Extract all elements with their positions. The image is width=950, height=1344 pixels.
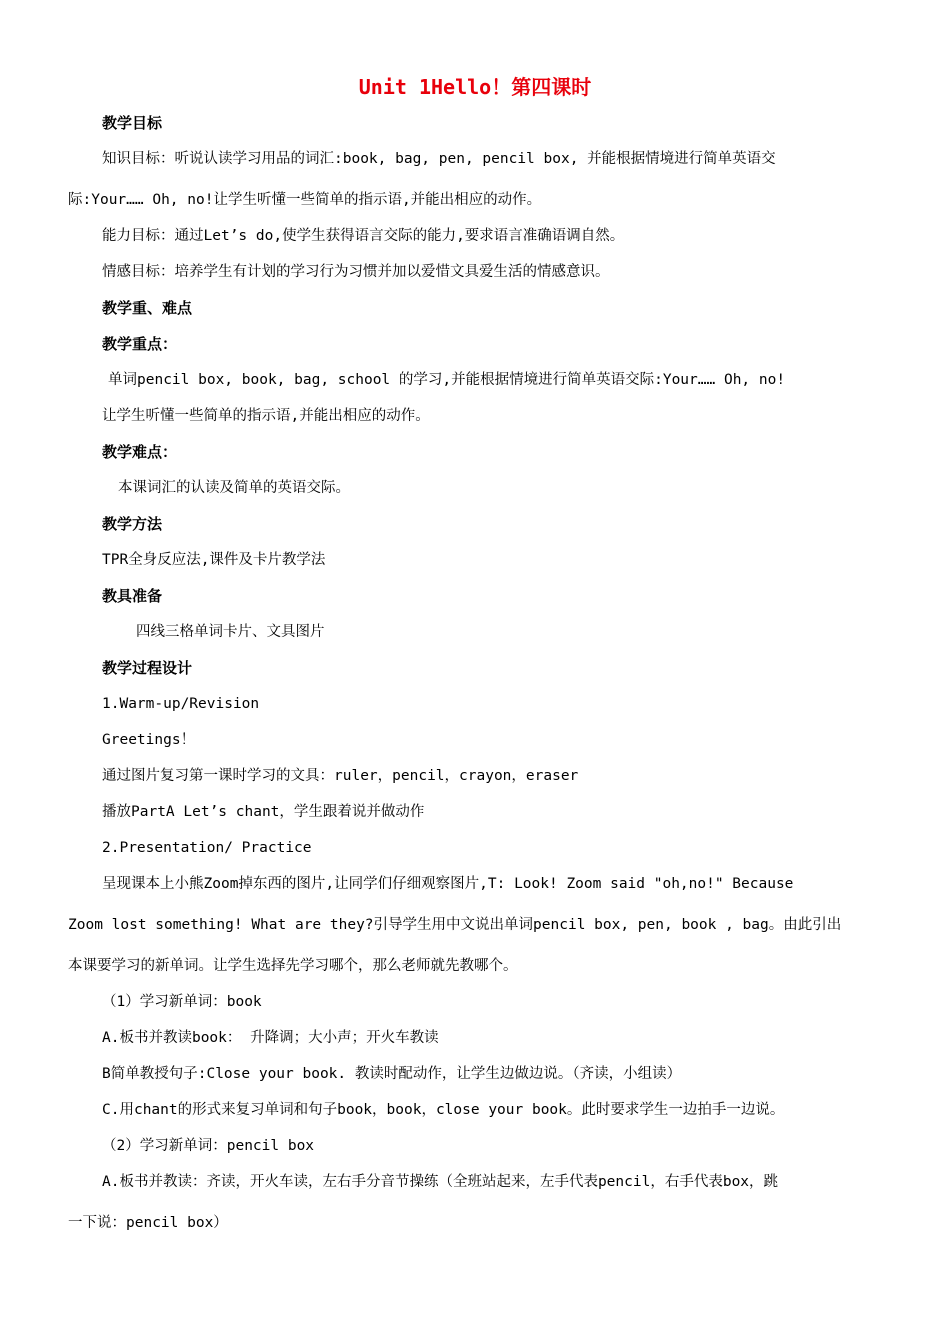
page-title: Unit 1Hello！第四课时 <box>358 75 592 99</box>
text-line: Greetings！ <box>102 732 196 748</box>
heading-key-points: 教学重点： <box>102 335 178 353</box>
text-line: 四线三格单词卡片、文具图片 <box>136 624 325 640</box>
heading-teaching-process: 教学过程设计 <box>102 659 193 677</box>
text-line: A.板书并教读：齐读，开火车读，左右手分音节操练（全班站起来，左手代表pencil，右手代表box，跳 <box>102 1174 779 1190</box>
text-line: 通过图片复习第一课时学习的文具：ruler，pencil，crayon，eraser <box>102 768 579 784</box>
text-line: 2.Presentation/ Practice <box>102 840 312 856</box>
text-line: 知识目标：听说认读学习用品的词汇:book, bag, pen, pencil box, 并能根据情境进行简单英语交 <box>102 151 776 167</box>
text-line: 本课要学习的新单词。让学生选择先学习哪个，那么老师就先教哪个。 <box>68 958 518 974</box>
text-line: 呈现课本上小熊Zoom掉东西的图片,让同学们仔细观察图片,T: Look! Zoom said "oh,no!" Because <box>102 876 794 892</box>
text-line: 让学生听懂一些简单的指示语,并能出相应的动作。 <box>102 408 430 424</box>
text-line: 情感目标：培养学生有计划的学习行为习惯并加以爱惜文具爱生活的情感意识。 <box>102 264 610 280</box>
text-line: C.用chant的形式来复习单词和句子book，book，close your book。此时要求学生一边拍手一边说。 <box>102 1102 785 1118</box>
text-line: 本课词汇的认读及简单的英语交际。 <box>118 480 350 496</box>
text-line: （2）学习新单词：pencil box <box>102 1138 315 1154</box>
text-line: Zoom lost something! What are they?引导学生用中文说出单词pencil box, pen, book , bag。由此引出 <box>68 917 842 933</box>
heading-key-difficult-points: 教学重、难点 <box>102 299 193 317</box>
heading-teaching-methods: 教学方法 <box>102 515 163 533</box>
text-line: （1）学习新单词：book <box>102 994 262 1010</box>
text-line: B简单教授句子:Close your book. 教读时配动作，让学生边做边说。（齐读，小组读） <box>102 1066 682 1082</box>
text-line: 单词pencil box, book, bag, school 的学习,并能根据情境进行简单英语交际:Your…… Oh, no! <box>108 372 786 388</box>
text-line: 一下说：pencil box） <box>68 1215 228 1231</box>
heading-objectives: 教学目标 <box>102 114 163 132</box>
text-line: A.板书并教读book： 升降调；大小声；开火车教读 <box>102 1030 439 1046</box>
heading-difficult-points: 教学难点： <box>102 443 178 461</box>
text-line: 际:Your…… Oh, no!让学生听懂一些简单的指示语,并能出相应的动作。 <box>68 192 542 208</box>
text-line: 播放PartA Let’s chant，学生跟着说并做动作 <box>102 804 425 820</box>
heading-teaching-aids: 教具准备 <box>102 587 163 605</box>
text-line: TPR全身反应法,课件及卡片教学法 <box>102 552 326 568</box>
text-line: 1.Warm-up/Revision <box>102 696 260 712</box>
text-line: 能力目标：通过Let’s do,使学生获得语言交际的能力,要求语言准确语调自然。 <box>102 228 625 244</box>
